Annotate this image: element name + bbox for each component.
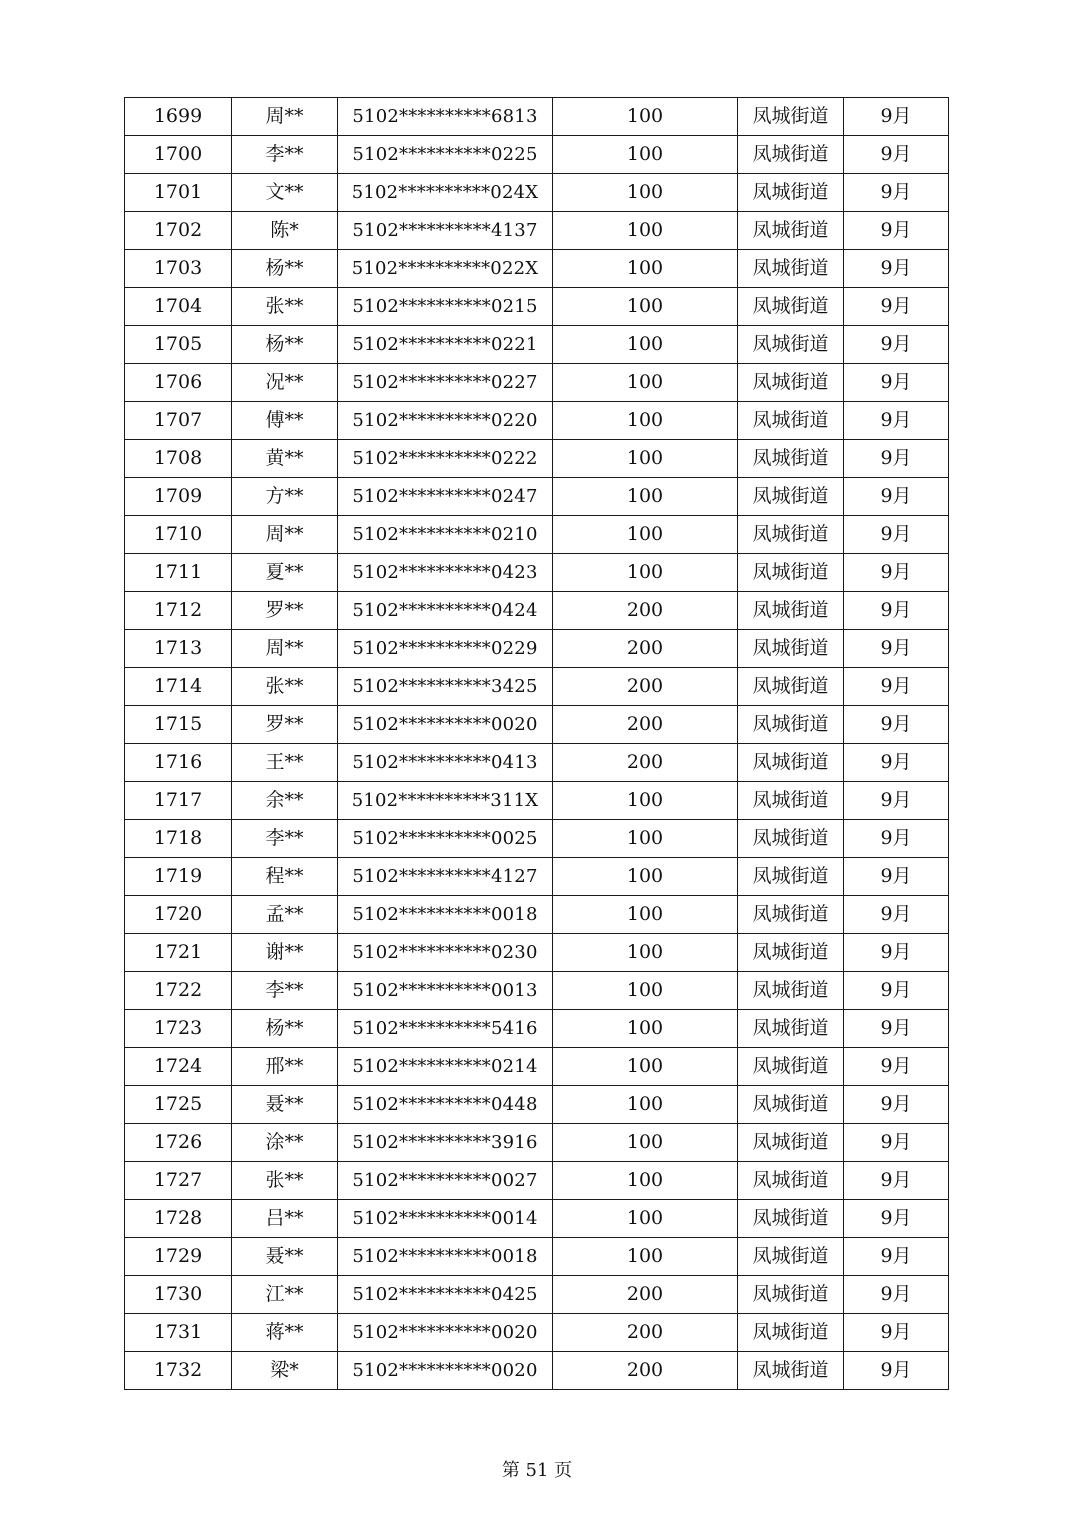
table-row [125, 554, 949, 592]
cell-street: 凤城街道 [738, 516, 844, 554]
table-row [125, 1162, 949, 1200]
cell-amount: 200 [553, 668, 738, 706]
cell-seq: 1711 [125, 554, 232, 592]
cell-name: 张** [232, 288, 338, 326]
table-row [125, 934, 949, 972]
cell-name: 杨** [232, 1010, 338, 1048]
cell-name: 傅** [232, 402, 338, 440]
cell-name: 杨** [232, 250, 338, 288]
cell-street: 凤城街道 [738, 1276, 844, 1314]
cell-id: 5102**********0227 [338, 364, 553, 402]
cell-amount: 100 [553, 820, 738, 858]
cell-street: 凤城街道 [738, 440, 844, 478]
table-body [125, 98, 949, 1390]
cell-seq: 1699 [125, 98, 232, 136]
cell-amount: 100 [553, 364, 738, 402]
cell-name: 余** [232, 782, 338, 820]
cell-amount: 100 [553, 440, 738, 478]
cell-month: 9月 [844, 288, 949, 326]
table-row [125, 1276, 949, 1314]
cell-street: 凤城街道 [738, 744, 844, 782]
cell-seq: 1729 [125, 1238, 232, 1276]
cell-month: 9月 [844, 440, 949, 478]
cell-street: 凤城街道 [738, 1124, 844, 1162]
cell-id: 5102**********0018 [338, 1238, 553, 1276]
cell-id: 5102**********0020 [338, 706, 553, 744]
cell-id: 5102**********0247 [338, 478, 553, 516]
cell-id: 5102**********0027 [338, 1162, 553, 1200]
cell-month: 9月 [844, 250, 949, 288]
table-row [125, 820, 949, 858]
cell-month: 9月 [844, 668, 949, 706]
cell-name: 涂** [232, 1124, 338, 1162]
cell-amount: 200 [553, 592, 738, 630]
cell-id: 5102**********022X [338, 250, 553, 288]
table-row [125, 288, 949, 326]
cell-seq: 1715 [125, 706, 232, 744]
table-row [125, 592, 949, 630]
cell-id: 5102**********6813 [338, 98, 553, 136]
table-row [125, 858, 949, 896]
cell-amount: 100 [553, 1124, 738, 1162]
cell-seq: 1718 [125, 820, 232, 858]
cell-amount: 100 [553, 1162, 738, 1200]
table-row [125, 1048, 949, 1086]
cell-id: 5102**********0225 [338, 136, 553, 174]
cell-month: 9月 [844, 326, 949, 364]
table-row [125, 478, 949, 516]
cell-seq: 1723 [125, 1010, 232, 1048]
cell-amount: 100 [553, 1048, 738, 1086]
cell-street: 凤城街道 [738, 782, 844, 820]
cell-street: 凤城街道 [738, 1086, 844, 1124]
table-row [125, 440, 949, 478]
cell-name: 况** [232, 364, 338, 402]
cell-month: 9月 [844, 1086, 949, 1124]
cell-seq: 1719 [125, 858, 232, 896]
cell-amount: 100 [553, 516, 738, 554]
cell-month: 9月 [844, 1238, 949, 1276]
cell-id: 5102**********0425 [338, 1276, 553, 1314]
table-row [125, 1352, 949, 1390]
cell-seq: 1712 [125, 592, 232, 630]
cell-name: 吕** [232, 1200, 338, 1238]
table-row [125, 212, 949, 250]
cell-id: 5102**********0210 [338, 516, 553, 554]
cell-street: 凤城街道 [738, 554, 844, 592]
cell-month: 9月 [844, 402, 949, 440]
cell-amount: 100 [553, 288, 738, 326]
cell-street: 凤城街道 [738, 1162, 844, 1200]
cell-amount: 200 [553, 630, 738, 668]
cell-month: 9月 [844, 706, 949, 744]
cell-id: 5102**********0229 [338, 630, 553, 668]
table-row [125, 896, 949, 934]
cell-id: 5102**********0014 [338, 1200, 553, 1238]
cell-name: 罗** [232, 592, 338, 630]
cell-street: 凤城街道 [738, 212, 844, 250]
cell-street: 凤城街道 [738, 896, 844, 934]
cell-amount: 200 [553, 1276, 738, 1314]
cell-id: 5102**********5416 [338, 1010, 553, 1048]
table-row [125, 250, 949, 288]
cell-month: 9月 [844, 858, 949, 896]
cell-seq: 1727 [125, 1162, 232, 1200]
cell-id: 5102**********0020 [338, 1314, 553, 1352]
cell-street: 凤城街道 [738, 1010, 844, 1048]
cell-id: 5102**********0221 [338, 326, 553, 364]
cell-seq: 1707 [125, 402, 232, 440]
table-row [125, 744, 949, 782]
cell-street: 凤城街道 [738, 478, 844, 516]
cell-amount: 100 [553, 1086, 738, 1124]
cell-month: 9月 [844, 1352, 949, 1390]
cell-month: 9月 [844, 820, 949, 858]
cell-street: 凤城街道 [738, 1200, 844, 1238]
cell-id: 5102**********4137 [338, 212, 553, 250]
cell-name: 文** [232, 174, 338, 212]
cell-amount: 100 [553, 250, 738, 288]
table-row [125, 1238, 949, 1276]
cell-street: 凤城街道 [738, 402, 844, 440]
table-row [125, 1124, 949, 1162]
cell-month: 9月 [844, 516, 949, 554]
cell-seq: 1728 [125, 1200, 232, 1238]
cell-name: 李** [232, 136, 338, 174]
data-table [124, 97, 949, 1390]
table-row [125, 630, 949, 668]
cell-seq: 1704 [125, 288, 232, 326]
cell-id: 5102**********0018 [338, 896, 553, 934]
cell-name: 周** [232, 516, 338, 554]
table-row [125, 1086, 949, 1124]
cell-seq: 1701 [125, 174, 232, 212]
cell-seq: 1730 [125, 1276, 232, 1314]
cell-month: 9月 [844, 1162, 949, 1200]
cell-name: 江** [232, 1276, 338, 1314]
table-row [125, 1010, 949, 1048]
cell-street: 凤城街道 [738, 668, 844, 706]
cell-name: 杨** [232, 326, 338, 364]
cell-id: 5102**********024X [338, 174, 553, 212]
cell-name: 邢** [232, 1048, 338, 1086]
cell-seq: 1710 [125, 516, 232, 554]
table-row [125, 972, 949, 1010]
table-row [125, 174, 949, 212]
cell-amount: 200 [553, 1352, 738, 1390]
cell-seq: 1706 [125, 364, 232, 402]
cell-seq: 1703 [125, 250, 232, 288]
cell-month: 9月 [844, 630, 949, 668]
cell-seq: 1725 [125, 1086, 232, 1124]
page-number: 第 51 页 [501, 1460, 573, 1481]
cell-id: 5102**********0013 [338, 972, 553, 1010]
cell-seq: 1709 [125, 478, 232, 516]
cell-street: 凤城街道 [738, 288, 844, 326]
cell-name: 陈* [232, 212, 338, 250]
cell-amount: 100 [553, 1238, 738, 1276]
cell-month: 9月 [844, 174, 949, 212]
table-row [125, 668, 949, 706]
cell-id: 5102**********0448 [338, 1086, 553, 1124]
cell-amount: 100 [553, 896, 738, 934]
table-row [125, 136, 949, 174]
cell-street: 凤城街道 [738, 820, 844, 858]
cell-amount: 100 [553, 478, 738, 516]
table-row [125, 98, 949, 136]
cell-id: 5102**********3425 [338, 668, 553, 706]
cell-seq: 1713 [125, 630, 232, 668]
cell-id: 5102**********0230 [338, 934, 553, 972]
cell-id: 5102**********0020 [338, 1352, 553, 1390]
cell-name: 聂** [232, 1238, 338, 1276]
cell-amount: 100 [553, 402, 738, 440]
cell-month: 9月 [844, 1276, 949, 1314]
cell-street: 凤城街道 [738, 174, 844, 212]
cell-seq: 1702 [125, 212, 232, 250]
cell-amount: 100 [553, 1010, 738, 1048]
cell-amount: 100 [553, 972, 738, 1010]
cell-id: 5102**********0424 [338, 592, 553, 630]
cell-id: 5102**********0220 [338, 402, 553, 440]
cell-name: 张** [232, 668, 338, 706]
cell-name: 张** [232, 1162, 338, 1200]
cell-seq: 1731 [125, 1314, 232, 1352]
cell-street: 凤城街道 [738, 630, 844, 668]
cell-id: 5102**********4127 [338, 858, 553, 896]
cell-name: 谢** [232, 934, 338, 972]
cell-amount: 200 [553, 1314, 738, 1352]
cell-id: 5102**********0215 [338, 288, 553, 326]
table-row [125, 516, 949, 554]
cell-seq: 1717 [125, 782, 232, 820]
cell-month: 9月 [844, 972, 949, 1010]
cell-month: 9月 [844, 1048, 949, 1086]
cell-name: 蒋** [232, 1314, 338, 1352]
cell-seq: 1705 [125, 326, 232, 364]
cell-month: 9月 [844, 478, 949, 516]
cell-street: 凤城街道 [738, 326, 844, 364]
table-row [125, 364, 949, 402]
cell-month: 9月 [844, 136, 949, 174]
cell-amount: 100 [553, 136, 738, 174]
cell-month: 9月 [844, 1200, 949, 1238]
cell-name: 罗** [232, 706, 338, 744]
cell-seq: 1716 [125, 744, 232, 782]
cell-name: 李** [232, 820, 338, 858]
cell-street: 凤城街道 [738, 934, 844, 972]
cell-month: 9月 [844, 896, 949, 934]
cell-month: 9月 [844, 212, 949, 250]
cell-street: 凤城街道 [738, 706, 844, 744]
cell-amount: 100 [553, 174, 738, 212]
cell-street: 凤城街道 [738, 1314, 844, 1352]
cell-seq: 1724 [125, 1048, 232, 1086]
cell-street: 凤城街道 [738, 972, 844, 1010]
cell-id: 5102**********0413 [338, 744, 553, 782]
cell-month: 9月 [844, 1314, 949, 1352]
cell-seq: 1714 [125, 668, 232, 706]
cell-month: 9月 [844, 592, 949, 630]
cell-month: 9月 [844, 744, 949, 782]
cell-name: 程** [232, 858, 338, 896]
cell-month: 9月 [844, 1124, 949, 1162]
cell-amount: 100 [553, 934, 738, 972]
cell-seq: 1708 [125, 440, 232, 478]
cell-amount: 100 [553, 554, 738, 592]
cell-month: 9月 [844, 554, 949, 592]
cell-amount: 100 [553, 858, 738, 896]
cell-month: 9月 [844, 1010, 949, 1048]
cell-seq: 1726 [125, 1124, 232, 1162]
cell-seq: 1721 [125, 934, 232, 972]
cell-id: 5102**********0423 [338, 554, 553, 592]
cell-street: 凤城街道 [738, 364, 844, 402]
cell-amount: 100 [553, 326, 738, 364]
cell-id: 5102**********0025 [338, 820, 553, 858]
table-row [125, 1314, 949, 1352]
cell-name: 周** [232, 98, 338, 136]
cell-amount: 100 [553, 212, 738, 250]
cell-street: 凤城街道 [738, 98, 844, 136]
cell-month: 9月 [844, 782, 949, 820]
cell-street: 凤城街道 [738, 136, 844, 174]
cell-name: 孟** [232, 896, 338, 934]
cell-id: 5102**********311X [338, 782, 553, 820]
cell-month: 9月 [844, 98, 949, 136]
cell-street: 凤城街道 [738, 1238, 844, 1276]
table-row [125, 782, 949, 820]
cell-amount: 100 [553, 98, 738, 136]
cell-name: 李** [232, 972, 338, 1010]
cell-name: 周** [232, 630, 338, 668]
cell-street: 凤城街道 [738, 1048, 844, 1086]
cell-month: 9月 [844, 364, 949, 402]
table-row [125, 1200, 949, 1238]
cell-month: 9月 [844, 934, 949, 972]
cell-name: 夏** [232, 554, 338, 592]
cell-street: 凤城街道 [738, 250, 844, 288]
cell-name: 梁* [232, 1352, 338, 1390]
cell-seq: 1732 [125, 1352, 232, 1390]
cell-id: 5102**********0214 [338, 1048, 553, 1086]
table-row [125, 706, 949, 744]
cell-id: 5102**********3916 [338, 1124, 553, 1162]
cell-seq: 1700 [125, 136, 232, 174]
cell-seq: 1722 [125, 972, 232, 1010]
cell-amount: 200 [553, 744, 738, 782]
table-row [125, 326, 949, 364]
cell-name: 王** [232, 744, 338, 782]
cell-street: 凤城街道 [738, 858, 844, 896]
cell-name: 黄** [232, 440, 338, 478]
cell-amount: 200 [553, 706, 738, 744]
cell-street: 凤城街道 [738, 592, 844, 630]
cell-name: 方** [232, 478, 338, 516]
cell-street: 凤城街道 [738, 1352, 844, 1390]
cell-amount: 100 [553, 782, 738, 820]
cell-seq: 1720 [125, 896, 232, 934]
table-row [125, 402, 949, 440]
cell-id: 5102**********0222 [338, 440, 553, 478]
cell-amount: 100 [553, 1200, 738, 1238]
cell-name: 聂** [232, 1086, 338, 1124]
